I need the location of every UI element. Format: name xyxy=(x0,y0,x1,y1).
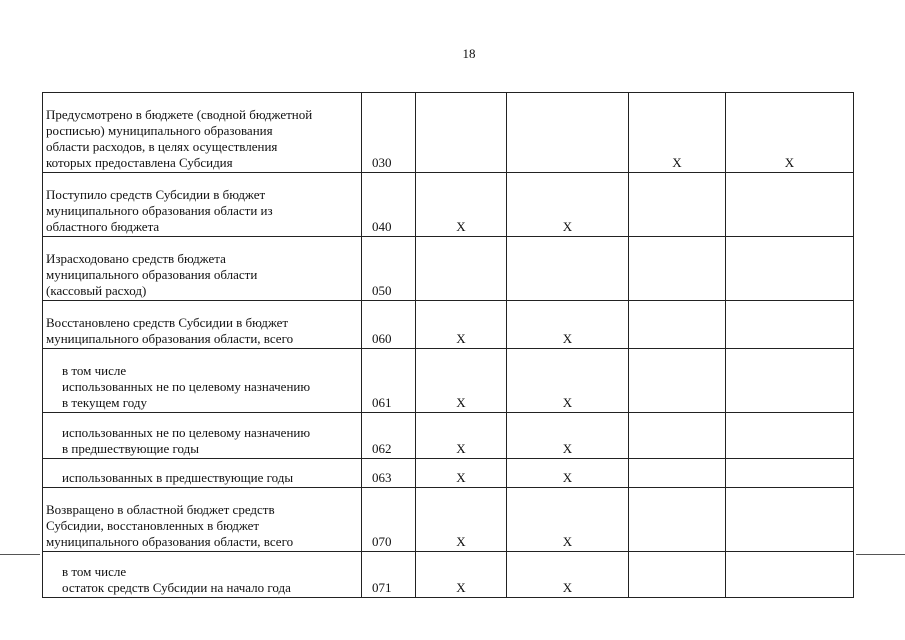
cell-col6-cell xyxy=(726,301,854,349)
cell-col3: X xyxy=(456,395,466,410)
cell-col5-cell xyxy=(629,488,726,552)
row-label-cell xyxy=(43,173,362,237)
cell-col4: X xyxy=(562,395,573,410)
cell-col3: X xyxy=(456,219,466,234)
row-code-cell xyxy=(362,552,416,598)
row-code-cell xyxy=(362,93,416,173)
cell-col4: X xyxy=(562,534,573,549)
cell-col3: X xyxy=(456,580,466,595)
cell-col4-cell xyxy=(507,173,629,237)
cell-col6: X xyxy=(784,155,795,170)
fold-line-left xyxy=(0,554,40,555)
row-label-cell xyxy=(43,413,362,459)
cell-col6-cell xyxy=(726,552,854,598)
cell-col3-cell xyxy=(416,488,507,552)
cell-col3-cell xyxy=(416,349,507,413)
cell-col4-cell xyxy=(507,488,629,552)
table-row xyxy=(43,93,854,173)
cell-col5-cell xyxy=(629,173,726,237)
cell-col3-cell xyxy=(416,459,507,488)
cell-col3-cell xyxy=(416,173,507,237)
row-label: Израсходовано средств бюджета муниципального образования области (кассовый расход) xyxy=(46,251,258,298)
table-row xyxy=(43,237,854,301)
cell-col6-cell xyxy=(726,349,854,413)
cell-col6-cell xyxy=(726,488,854,552)
row-code: 071 xyxy=(372,580,392,595)
cell-col4: X xyxy=(562,580,573,595)
row-code-cell xyxy=(362,173,416,237)
row-code-cell xyxy=(362,301,416,349)
row-code: 040 xyxy=(372,219,392,234)
cell-col4: X xyxy=(562,219,573,234)
row-code-cell xyxy=(362,413,416,459)
cell-col4-cell xyxy=(507,413,629,459)
cell-col6-cell xyxy=(726,413,854,459)
cell-col5: X xyxy=(672,155,682,170)
cell-col6-cell xyxy=(726,459,854,488)
row-code: 070 xyxy=(372,534,392,549)
row-code: 061 xyxy=(372,395,392,410)
cell-col4: X xyxy=(562,331,573,346)
row-code: 060 xyxy=(372,331,392,346)
row-label: Поступило средств Субсидии в бюджет муниципального образования области из областного бюджета xyxy=(46,187,273,234)
cell-col4-cell xyxy=(507,349,629,413)
cell-col3: X xyxy=(456,534,466,549)
cell-col3-cell xyxy=(416,301,507,349)
row-label: Возвращено в областной бюджет средств Субсидии, восстановленных в бюджет муниципального образования области, всего xyxy=(46,502,294,549)
row-code: 062 xyxy=(372,441,392,456)
table-row xyxy=(43,488,854,552)
cell-col4: X xyxy=(562,470,573,485)
cell-col4-cell xyxy=(507,552,629,598)
table-body xyxy=(43,93,854,598)
row-label: в том числе остаток средств Субсидии на начало года xyxy=(62,564,291,595)
cell-col6-cell xyxy=(726,237,854,301)
table-row xyxy=(43,413,854,459)
cell-col4-cell xyxy=(507,459,629,488)
row-label-cell xyxy=(43,459,362,488)
cell-col6-cell xyxy=(726,173,854,237)
row-code: 050 xyxy=(372,283,392,298)
cell-col6-cell xyxy=(726,93,854,173)
row-label-cell xyxy=(43,349,362,413)
row-label-cell xyxy=(43,301,362,349)
row-label-cell xyxy=(43,237,362,301)
row-code-cell xyxy=(362,488,416,552)
cell-col5-cell xyxy=(629,237,726,301)
cell-col5-cell xyxy=(629,552,726,598)
table-row xyxy=(43,552,854,598)
table-row xyxy=(43,173,854,237)
cell-col3: X xyxy=(456,441,466,456)
row-label: использованных не по целевому назначению в предшествующие годы xyxy=(62,425,311,456)
row-label: Восстановлено средств Субсидии в бюджет муниципального образования области, всего xyxy=(46,315,294,346)
cell-col5-cell xyxy=(629,459,726,488)
cell-col4-cell xyxy=(507,301,629,349)
row-label-cell xyxy=(43,552,362,598)
cell-col3-cell xyxy=(416,413,507,459)
cell-col3: X xyxy=(456,470,466,485)
row-code: 030 xyxy=(372,155,392,170)
row-code-cell xyxy=(362,237,416,301)
cell-col5-cell xyxy=(629,413,726,459)
row-code-cell xyxy=(362,459,416,488)
cell-col5-cell xyxy=(629,93,726,173)
cell-col3-cell xyxy=(416,93,507,173)
page-number: 18 xyxy=(462,46,476,61)
table-row xyxy=(43,301,854,349)
row-label: использованных в предшествующие годы xyxy=(62,470,294,485)
row-label: в том числе использованных не по целевому назначению в текущем году xyxy=(62,363,311,410)
table-row xyxy=(43,459,854,488)
cell-col3: X xyxy=(456,331,466,346)
report-table xyxy=(42,92,854,598)
row-label-cell xyxy=(43,488,362,552)
cell-col3-cell xyxy=(416,237,507,301)
cell-col5-cell xyxy=(629,349,726,413)
row-label-cell xyxy=(43,93,362,173)
cell-col4-cell xyxy=(507,93,629,173)
row-label: Предусмотрено в бюджете (сводной бюджетной росписью) муниципального образования области расходов, в целях осуществления которых предоставлена Субсидия xyxy=(46,107,313,170)
row-code: 063 xyxy=(372,470,392,485)
table-row xyxy=(43,349,854,413)
row-code-cell xyxy=(362,349,416,413)
cell-col5-cell xyxy=(629,301,726,349)
fold-line-right xyxy=(856,554,905,555)
cell-col4: X xyxy=(562,441,573,456)
cell-col4-cell xyxy=(507,237,629,301)
cell-col3-cell xyxy=(416,552,507,598)
